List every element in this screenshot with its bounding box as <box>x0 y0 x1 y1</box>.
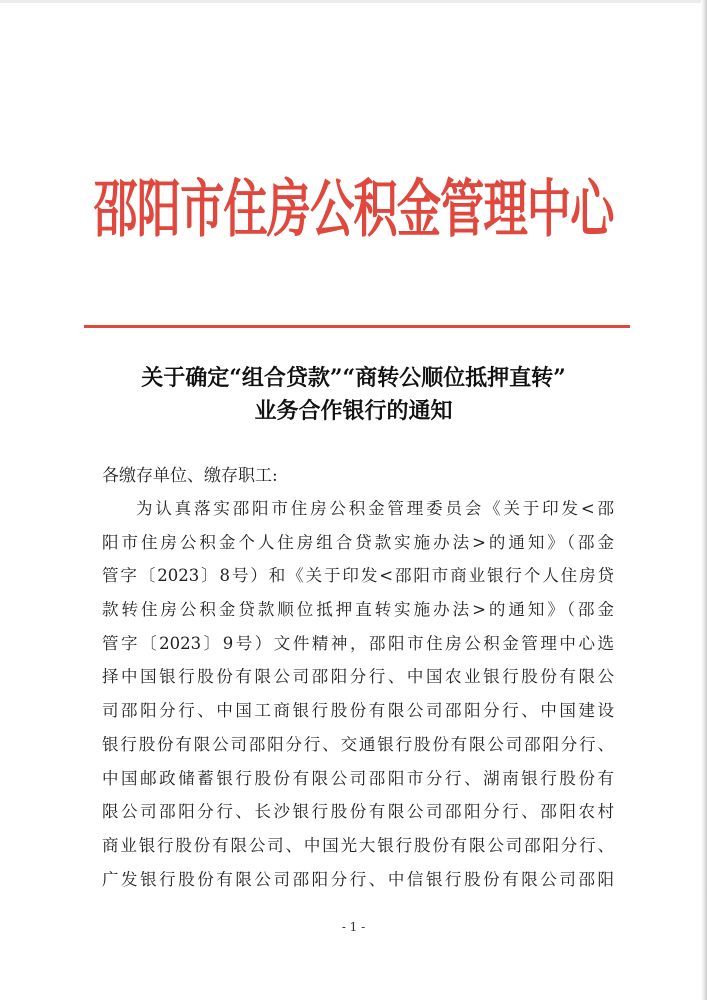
letterhead-red-divider <box>84 325 630 328</box>
salutation: 各缴存单位、缴存职工: <box>102 466 278 486</box>
body-line: 银行股份有限公司邵阳分行、交通银行股份有限公司邵阳分行、 <box>102 734 614 754</box>
body-line: 管字〔2023〕9号）文件精神，邵阳市住房公积金管理中心选 <box>102 633 614 653</box>
body-line: 款转住房公积金贷款顺位抵押直转实施办法>的通知》（邵金 <box>102 600 614 620</box>
body-line: 司邵阳分行、中国工商银行股份有限公司邵阳分行、中国建设 <box>102 701 614 721</box>
scan-edge-right <box>701 0 707 1000</box>
body-line: 管字〔2023〕8号）和《关于印发<邵阳市商业银行个人住房贷 <box>102 566 614 586</box>
body-line: 择中国银行股份有限公司邵阳分行、中国农业银行股份有限公 <box>102 667 614 687</box>
org-letterhead-title: 邵阳市住房公积金管理中心 <box>93 174 614 246</box>
body-paragraph <box>102 492 614 896</box>
body-line: 阳市住房公积金个人住房组合贷款实施办法>的通知》（邵金 <box>102 532 614 552</box>
body-line: 限公司邵阳分行、长沙银行股份有限公司邵阳分行、邵阳农村 <box>102 802 614 822</box>
body-line: 中国邮政储蓄银行股份有限公司邵阳市分行、湖南银行股份有 <box>102 768 614 788</box>
body-line: 为认真落实邵阳市住房公积金管理委员会《关于印发<邵 <box>136 499 614 518</box>
page-number: - 1 - <box>341 920 366 934</box>
document-title-line-2: 业务合作银行的通知 <box>254 398 453 424</box>
document-title-line-1: 关于确定“组合贷款”“商转公顺位抵押直转” <box>141 365 566 391</box>
body-line: 商业银行股份有限公司、中国光大银行股份有限公司邵阳分行、 <box>102 835 614 855</box>
scan-edge-top <box>0 0 707 3</box>
body-line: 广发银行股份有限公司邵阳分行、中信银行股份有限公司邵阳 <box>102 869 614 889</box>
